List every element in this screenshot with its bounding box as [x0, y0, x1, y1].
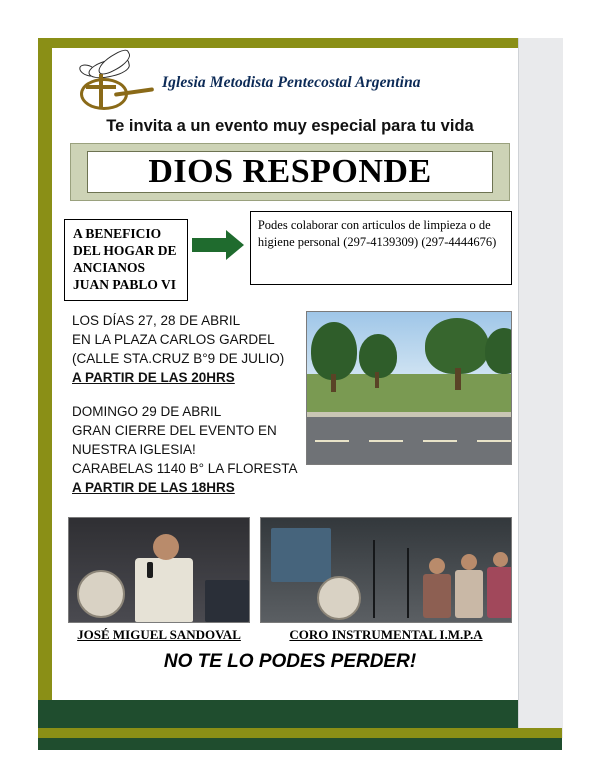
choir-backdrop	[271, 528, 331, 582]
choir-mic-stand-2	[407, 548, 409, 618]
speaker-suit	[135, 558, 193, 622]
plaza-road-line-3	[423, 440, 457, 442]
choir-member-3	[493, 552, 508, 567]
schedule-2-time: A PARTIR DE LAS 18HRS	[72, 480, 235, 496]
church-name: Iglesia Metodista Pentecostal Argentina	[162, 74, 421, 91]
schedule-2-line-4: CARABELAS 1140 B° LA FLORESTA	[72, 461, 298, 477]
schedule-2-line-3: NUESTRA IGLESIA!	[72, 441, 196, 457]
plaza-tree-1-trunk	[331, 374, 336, 392]
closing-line: NO TE LO PODES PERDER!	[163, 651, 417, 673]
choir-member-1-body	[423, 574, 451, 618]
speaker-drum	[77, 570, 125, 618]
invitation-line: Te invita a un evento muy especial para tu vida	[106, 117, 474, 135]
schedule-1-line-3: (CALLE STA.CRUZ B°9 DE JULIO)	[72, 351, 285, 367]
plaza-tree-3-trunk	[455, 368, 461, 390]
schedule-block-2	[72, 402, 298, 498]
schedule-block-1	[72, 311, 298, 388]
cross-icon	[99, 74, 103, 108]
title-banner	[70, 143, 510, 201]
collaborate-box: Podes colaborar con articulos de limpieza o de higiene personal (297-4139309) (297-4444676)	[250, 211, 512, 285]
benefit-box: A BENEFICIO DEL HOGAR DE ANCIANOS JUAN PABLO VI	[64, 219, 188, 301]
plaza-road-line-1	[315, 440, 349, 442]
choir-member-1	[429, 558, 445, 574]
frame-band-bottom-olive	[38, 728, 562, 738]
schedule-details	[68, 311, 298, 511]
choir-member-3-body	[487, 567, 512, 618]
cross-icon-bar	[86, 85, 116, 89]
choir-column	[260, 517, 512, 643]
photo-plaza	[306, 311, 512, 465]
plaza-tree-4	[485, 328, 512, 374]
schedule-1-line-2: EN LA PLAZA CARLOS GARDEL	[72, 332, 275, 348]
poster-header	[62, 48, 518, 114]
speaker-amp	[205, 580, 249, 622]
caption-speaker: JOSÉ MIGUEL SANDOVAL	[77, 627, 241, 643]
church-logo	[66, 54, 162, 112]
arrow-right-icon	[192, 225, 246, 265]
benefit-row	[64, 211, 512, 301]
speaker-head	[153, 534, 179, 560]
page-title: DIOS RESPONDE	[148, 153, 432, 191]
photo-speaker	[68, 517, 250, 623]
choir-member-2-body	[455, 570, 483, 618]
choir-mic-stand-1	[373, 540, 375, 618]
frame-band-left-inner	[52, 38, 62, 738]
choir-drum	[317, 576, 361, 620]
plaza-road-line-2	[369, 440, 403, 442]
schedule-2-line-1: DOMINGO 29 DE ABRIL	[72, 403, 222, 419]
schedule-and-photo	[68, 311, 512, 511]
frame-band-left-olive	[38, 38, 52, 738]
bottom-photos	[68, 517, 512, 643]
plaza-tree-1	[311, 322, 357, 380]
speaker-column	[68, 517, 250, 643]
frame-band-bottom-dark-lower	[38, 738, 562, 750]
frame-band-bottom-dark	[38, 700, 518, 728]
schedule-1-line-1: LOS DÍAS 27, 28 DE ABRIL	[72, 312, 241, 328]
choir-member-2	[461, 554, 477, 570]
frame-band-top-olive	[38, 38, 518, 48]
plaza-tree-2-trunk	[375, 372, 379, 388]
plaza-tree-3	[425, 318, 489, 374]
plaza-road-line-4	[477, 440, 511, 442]
schedule-2-line-2: GRAN CIERRE DEL EVENTO EN	[72, 422, 277, 438]
schedule-1-time: A PARTIR DE LAS 20HRS	[72, 370, 235, 386]
poster-content	[62, 48, 518, 700]
caption-choir: CORO INSTRUMENTAL I.M.P.A	[289, 627, 483, 643]
photo-choir	[260, 517, 512, 623]
microphone-icon	[147, 562, 153, 578]
plaza-curb	[307, 412, 511, 417]
plaza-grass	[307, 374, 511, 416]
title-banner-inner	[87, 151, 493, 193]
frame-band-right-grey	[518, 38, 563, 738]
